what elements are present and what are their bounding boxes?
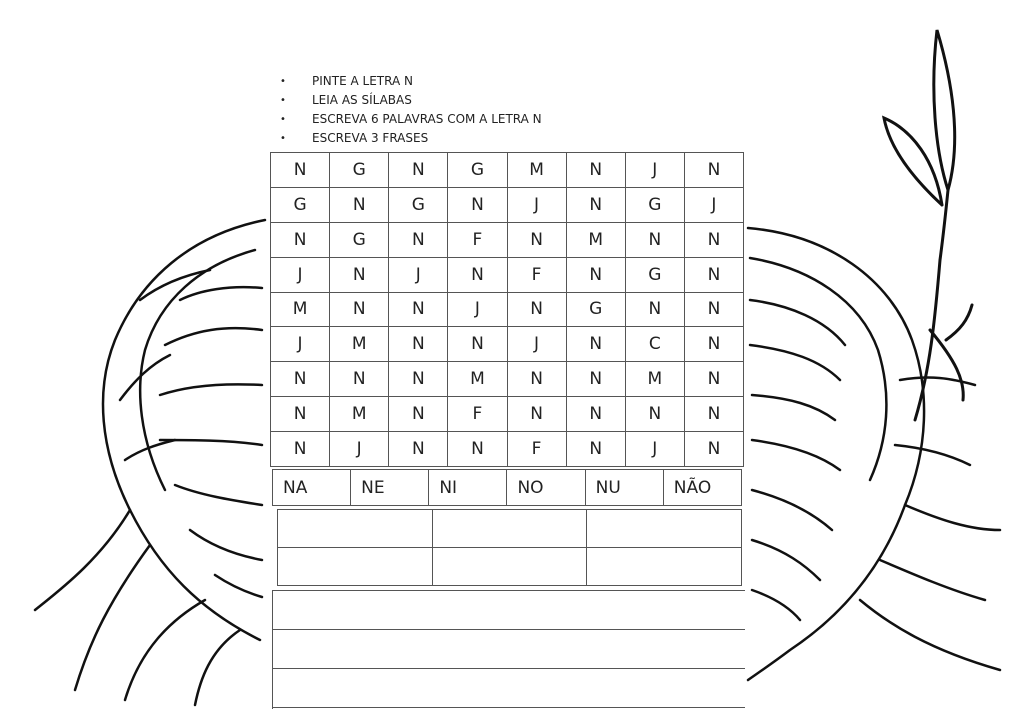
letter-cell[interactable]: G [625, 187, 684, 222]
branch-icon [884, 30, 972, 420]
letter-cell[interactable]: J [507, 327, 566, 362]
sentence-line[interactable] [273, 630, 745, 669]
letter-grid-row [271, 153, 744, 188]
word-box[interactable] [278, 510, 433, 548]
letter-cell[interactable]: M [330, 397, 389, 432]
letter-cell[interactable]: N [271, 222, 330, 257]
letter-cell[interactable]: M [566, 222, 625, 257]
letter-cell[interactable]: N [271, 153, 330, 188]
letter-cell[interactable]: J [448, 292, 507, 327]
letter-cell[interactable]: N [566, 327, 625, 362]
letter-cell[interactable]: G [330, 153, 389, 188]
letter-cell[interactable]: G [389, 187, 448, 222]
letter-cell[interactable]: M [448, 362, 507, 397]
letter-cell[interactable]: N [566, 362, 625, 397]
letter-cell[interactable]: N [389, 397, 448, 432]
letter-cell[interactable]: F [507, 432, 566, 467]
letter-cell[interactable]: M [625, 362, 684, 397]
letter-cell[interactable]: J [625, 153, 684, 188]
sentence-writing-lines [272, 590, 745, 709]
letter-cell[interactable]: N [625, 397, 684, 432]
word-box[interactable] [278, 548, 433, 586]
letter-cell[interactable]: J [625, 432, 684, 467]
letter-grid-row [271, 432, 744, 467]
syllables-table-row [273, 470, 742, 506]
letter-cell[interactable]: G [448, 153, 507, 188]
letter-cell[interactable]: N [507, 222, 566, 257]
letter-cell[interactable]: N [566, 397, 625, 432]
sentence-line[interactable] [273, 669, 745, 708]
letter-cell[interactable]: N [684, 222, 743, 257]
letter-cell[interactable]: F [448, 397, 507, 432]
syllables-row [272, 469, 742, 506]
letter-cell[interactable]: N [389, 222, 448, 257]
letter-cell[interactable]: N [271, 397, 330, 432]
letter-cell[interactable]: N [448, 257, 507, 292]
letter-cell[interactable]: N [625, 292, 684, 327]
letter-cell[interactable]: N [684, 327, 743, 362]
letter-cell[interactable]: F [448, 222, 507, 257]
word-box-row [278, 510, 742, 548]
letter-cell[interactable]: G [330, 222, 389, 257]
letter-cell[interactable]: N [448, 327, 507, 362]
instruction-text: LEIA AS SÍLABAS [312, 93, 412, 107]
word-boxes-table [277, 509, 742, 586]
instruction-item [280, 110, 542, 129]
bullet-icon: • [280, 76, 286, 87]
instruction-text: ESCREVA 3 FRASES [312, 131, 429, 145]
letter-cell[interactable]: N [330, 257, 389, 292]
letter-cell[interactable]: N [684, 362, 743, 397]
letter-cell[interactable]: N [566, 257, 625, 292]
word-box[interactable] [587, 548, 742, 586]
letter-cell[interactable]: M [271, 292, 330, 327]
letter-grid [270, 152, 744, 467]
letter-cell[interactable]: N [330, 362, 389, 397]
syllable-cell: NI [429, 470, 507, 506]
letter-grid-row [271, 397, 744, 432]
letter-cell[interactable]: J [271, 257, 330, 292]
letter-cell[interactable]: N [330, 187, 389, 222]
word-box-row [278, 548, 742, 586]
syllable-cell: NA [273, 470, 351, 506]
letter-grid-row [271, 362, 744, 397]
word-writing-boxes [277, 509, 742, 586]
sentence-line[interactable] [273, 591, 745, 630]
syllables-table [272, 469, 742, 506]
word-box[interactable] [432, 510, 587, 548]
letter-cell[interactable]: C [625, 327, 684, 362]
letter-cell[interactable]: N [625, 222, 684, 257]
instruction-text: ESCREVA 6 PALAVRAS COM A LETRA N [312, 112, 542, 126]
bullet-icon: • [280, 114, 286, 125]
letter-cell[interactable]: J [684, 187, 743, 222]
letter-cell[interactable]: G [271, 187, 330, 222]
letter-cell[interactable]: N [507, 292, 566, 327]
letter-cell[interactable]: J [330, 432, 389, 467]
instruction-text: PINTE A LETRA N [312, 74, 413, 88]
letter-cell[interactable]: N [448, 432, 507, 467]
letter-cell[interactable]: N [566, 432, 625, 467]
letter-cell[interactable]: M [507, 153, 566, 188]
instructions-list [280, 72, 542, 148]
instruction-item [280, 91, 542, 110]
instruction-item [280, 72, 542, 91]
letter-cell[interactable]: N [448, 187, 507, 222]
letter-cell[interactable]: N [507, 362, 566, 397]
letter-cell[interactable]: N [684, 432, 743, 467]
letter-cell[interactable]: N [684, 292, 743, 327]
letter-grid-row [271, 327, 744, 362]
letter-cell[interactable]: N [389, 327, 448, 362]
letter-cell[interactable]: N [271, 432, 330, 467]
letter-cell[interactable]: N [566, 153, 625, 188]
letter-cell[interactable]: N [684, 397, 743, 432]
letter-cell[interactable]: N [271, 362, 330, 397]
letter-grid-row [271, 222, 744, 257]
letter-cell[interactable]: N [389, 153, 448, 188]
bullet-icon: • [280, 133, 286, 144]
letter-grid-row [271, 292, 744, 327]
letter-cell[interactable]: N [684, 153, 743, 188]
letter-cell[interactable]: J [507, 187, 566, 222]
letter-cell[interactable]: G [625, 257, 684, 292]
letter-cell[interactable]: N [330, 292, 389, 327]
word-box[interactable] [432, 548, 587, 586]
letter-cell[interactable]: N [507, 397, 566, 432]
letter-grid-row [271, 257, 744, 292]
syllable-cell: NO [507, 470, 585, 506]
letter-cell[interactable]: N [389, 292, 448, 327]
letter-grid-row [271, 187, 744, 222]
letter-cell[interactable]: N [389, 432, 448, 467]
letter-cell[interactable]: N [566, 187, 625, 222]
instruction-item [280, 129, 542, 148]
syllable-cell: NE [351, 470, 429, 506]
bullet-icon: • [280, 95, 286, 106]
letter-cell[interactable]: N [684, 257, 743, 292]
syllable-cell: NU [585, 470, 663, 506]
letter-cell[interactable]: N [389, 362, 448, 397]
word-box[interactable] [587, 510, 742, 548]
letter-grid-table [270, 152, 744, 467]
letter-cell[interactable]: J [271, 327, 330, 362]
letter-cell[interactable]: G [566, 292, 625, 327]
letter-cell[interactable]: M [330, 327, 389, 362]
letter-cell[interactable]: J [389, 257, 448, 292]
syllable-cell: NÃO [663, 470, 741, 506]
letter-cell[interactable]: F [507, 257, 566, 292]
